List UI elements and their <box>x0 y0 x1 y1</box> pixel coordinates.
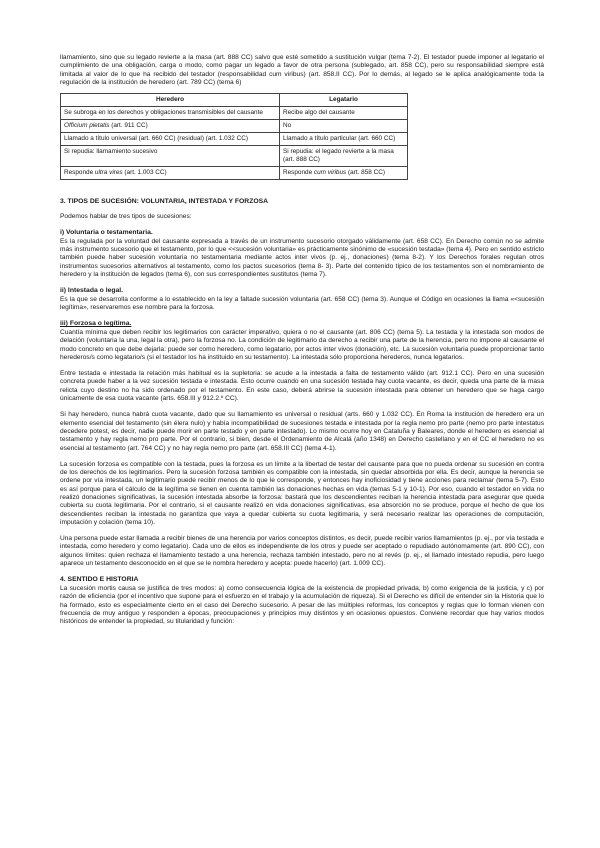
type-i-text: Es la regulada por la voluntad del causante expresada a través de un instrumento sucesorio otorgado válidamente (art. 658 CC). En Derecho común no se admite más instrumento sucesorio que el testamento, por lo que <<sucesión voluntaria» es prácticamente sinónimo de «sucesión testada» (tema 4). Pero en sentido estricto también puede haber sucesión voluntaria no testamentaria mediante actos inter vivos (p. ej., donaciones) (tema 8-2). Y los Derechos forales regulan otros instrumentos sucesorios alternativos al testamento, como los pactos sucesorios (tema 8- 3). Parte del contenido típico de los testamentos son el nombramiento de heredero y la institución de legados (tema 6), con sus correspondientes sustitutos (tema 7). <box>60 237 544 278</box>
legatario-cell <box>280 133 408 146</box>
type-iii-paragraph-2: Entre testada e intestada la relación más habitual es la supletoria: se acude a la intestada a falta de testamento válido (art. 912.1 CC). Pero en una sucesión concreta puede haber a la vez sucesión testada e intestada. Esto ocurre cuando en una sucesión testada hay cuota vacante, es decir, queda una parte de la masa relicta cuyo destino no ha sido ordenado por el testamento. En este caso, deberá abrirse la sucesión intestada para obtener un heredero que se haga cargo únicamente de esa cuota vacante (arts. 658.III y 912.2.º CC). <box>60 370 544 403</box>
legatario-cell <box>280 167 408 180</box>
table-row <box>61 167 408 180</box>
cell-text: (art. 858 CC) <box>346 169 385 177</box>
cell-text: Recibe algo del causante <box>283 109 355 117</box>
section-3-lead: Podemos hablar de tres tipos de sucesiones: <box>60 212 192 220</box>
type-iii-paragraph-1: Cuantía mínima que deben recibir los legitimarios con carácter imperativo, quiera o no el causante (art. 806 CC) (tema 5). La testada y la intestada son modos de delación (voluntaria la una, legal la otra), pero la forzosa no. La condición de legitimario da derecho a recibir una parte de la herencia, pero no impone al causante el modo concreto en que debe dejarla: puede ser como heredero, como legatario, por actos inter vivos (donación), etc. La sucesión voluntaria puede proporcionar tanto herederos/s como legatario/s (si el testador los ha instituido en su testamento). La intestada sólo proporciona herederos, nunca legatarios. <box>60 328 544 361</box>
cell-text: (art. 911 CC) <box>109 122 148 130</box>
heredero-legatario-table <box>60 93 408 180</box>
type-iii-paragraph-3: Si hay heredero, nunca habrá cuota vacante, dado que su llamamiento es universal o residual (arts. 660 y 1.032 CC). En Roma la institución de heredero era un elemento esencial del testamento (sin élera nulo) y había incompatibilidad de sucesiones testada e intestada por la regla nemo pro parte (nemo pro parte intestatus decedere potest, es decir, nadie puede morir en parte testado y en parte intestado). Lo mismo ocurre hoy en Cataluña y Baleares, donde el heredero es esencial al testamento y hay regla nemo pro parte. Por el contrario, si bien, desde el Ordenamiento de Alcalá (año 1348) en Derecho castellano y en el CC el heredero no es esencial al testamento (art. 764 CC) y no hay regla nemo pro parte (art. 658.III CC) (tema 4-1). <box>60 411 544 452</box>
heredero-cell <box>61 133 280 146</box>
cell-text: Responde <box>64 169 95 177</box>
cell-text: Llamado a título particular (art. 660 CC) <box>283 135 396 143</box>
legatario-cell <box>280 146 408 167</box>
table-row <box>61 146 408 167</box>
heredero-cell <box>61 120 280 133</box>
cell-text: Officium pietatis <box>64 122 110 130</box>
type-ii-title: ii) Intestada o legal. <box>60 287 124 295</box>
type-iii-paragraph-5: Una persona puede estar llamada a recibir bienes de una herencia por varios conceptos distintos, es decir, puede recibir varios llamamientos (p. ej., por vía testada e intestada, como heredero y como legatario). Cada uno de ellos es independiente de los otros y puede ser aceptado o repudiado autónomamente (art. 890 CC), con algunos límites: quien rechaza el llamamiento testado a una herencia, rechaza también intestado, pero no al revés (p. ej., el llamado intestado repudia, pero luego aparece un testamento desconocido en el que se le nombra heredero y acepta: puede hacerlo) (art. 1.009 CC). <box>60 535 544 568</box>
cell-text: Responde <box>283 169 314 177</box>
section-4-title: 4. SENTIDO E HISTORIA <box>60 576 139 584</box>
section-4-text: La sucesión mortis causa se justifica de tres modos: a) como consecuencia lógica de la existencia de propiedad privada, b) como exigencia de la justicia, y c) por razón de eficiencia (por el incentivo que supone para el esfuerzo en el trabajo y la acumulación de riqueza). Si el Derecho es difícil de entender sin la Historia que lo ha formado, esto es especialmente cierto en el caso del Derecho sucesorio. A pesar de las múltiples reformas, los conceptos y reglas que lo forman vienen con frecuencia de muy antiguo y responden a épocas, preocupaciones y principios muy distintos y en ocasiones opuestos. Conviene recordar que hay varios modos históricos de entender la propiedad, su titularidad y función: <box>60 584 544 626</box>
table-header-row <box>61 94 408 107</box>
document-page <box>60 54 544 626</box>
legatario-cell <box>280 120 408 133</box>
legatario-cell <box>280 107 408 120</box>
cell-text: cum viribus <box>313 169 347 177</box>
type-iii-paragraph-4: La sucesión forzosa es compatible con la testada, pues la forzosa es un límite a la libertad de testar del causante para que no pueda ordenar su sucesión en contra de los derechos de los legitimarios. Pero la sucesión forzosa también es compatible con la intestada, sin quedar absorbida por ella. Es decir, aunque la herencia se ordene por vía intestada, un legitimario puede recibir menos de lo que le corresponde, y entonces hay inoficiosidad y tiene acciones para reclamar (tema 5-7). Esto es así porque para el cálculo de la legítima se tienen en cuenta también las donaciones hechas en vida (temas 5-1 y 10-1). Por eso, cuando el testador en vida no realizó donaciones significativas, la sucesión intestada absorbe la forzosa: bastará que los descendientes reciban la herencia intestada para asegurar que queda cubierta su cuota legitimaria. Por el contrario, si el causante realizó en vida donaciones significativas, esa absorción no se produce, porque el hecho de que los descendientes reciban la intestada no garantiza que vaya a quedar cubierta su cuota legitimaria, y será necesario realizar las operaciones de computación, imputación y colación (tema 10). <box>60 460 544 526</box>
heredero-cell <box>61 107 280 120</box>
cell-text: Si repudia: el legado revierte a la masa (art. 888 CC) <box>283 148 394 164</box>
heredero-cell <box>61 146 280 167</box>
table-row <box>61 133 408 146</box>
table-row <box>61 120 408 133</box>
cell-text: Se subroga en los derechos y obligaciones transmisibles del causante <box>64 109 263 117</box>
table-row <box>61 107 408 120</box>
cell-text: ultra vires <box>94 169 123 177</box>
table-body <box>61 107 408 180</box>
cell-text: No <box>283 122 292 130</box>
table-header-heredero: Heredero <box>61 94 280 107</box>
table-header-legatario: Legatario <box>280 94 408 107</box>
section-3-title: 3. TIPOS DE SUCESIÓN: VOLUNTARIA, INTESTADA Y FORZOSA <box>60 198 269 206</box>
type-i-title: i) Voluntaria o testamentaria. <box>60 229 153 237</box>
cell-text: (art. 1.003 CC) <box>122 169 167 177</box>
cell-text: Llamado a título universal (art. 660 CC) (residual) (art. 1.032 CC) <box>64 135 248 143</box>
intro-paragraph: llamamiento, sino que su legado revierte a la masa (art. 888 CC) salvo que esté sometido a sustitución vulgar (tema 7-2). El testador puede imponer al legatario el cumplimiento de una obligación, carga o modo, como pagar un legado a favor de otra persona (sublegado, art. 858 CC), pero su responsabilidad siempre está limitada al valor de lo que ha recibido del testador (responsabilidad cum viribus) (art. 858.II CC). Por lo demás, al legado se le aplica analógicamente toda la regulación de la institución de heredero (art. 789 CC) (tema 6) <box>60 54 544 86</box>
type-iii-title: iii) Forzosa o legítima. <box>60 320 132 328</box>
cell-text: Si repudia: llamamiento sucesivo <box>64 148 158 156</box>
type-ii-text: Es la que se desarrolla conforme a lo establecido en la ley a faltade sucesión voluntaria (art. 658 CC) (tema 3). Aunque el Código en ocasiones la llama «<sucesión legítima», reservaremos ese nombre para la forzosa. <box>60 295 544 312</box>
heredero-cell <box>61 167 280 180</box>
